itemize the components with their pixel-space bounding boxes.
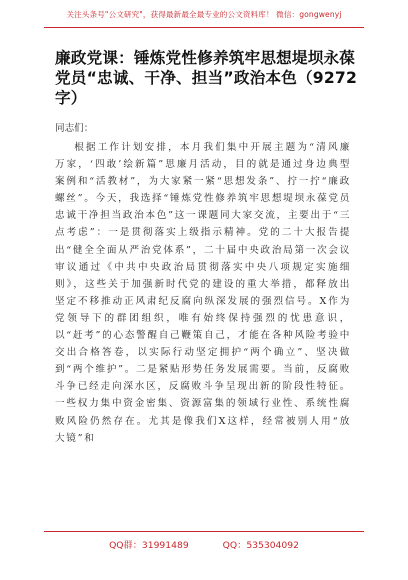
- footer-contacts: [0, 537, 408, 551]
- document-title: 廉政党课：锤炼党性修养筑牢思想堤坝永葆党员“忠诚、干净、担当”政治本色（9272字）: [55, 49, 358, 107]
- header-divider: [44, 27, 364, 28]
- qq-number: QQ：535304092: [222, 540, 299, 551]
- greeting: 同志们：: [55, 123, 94, 134]
- header-banner: 关注头条号"公文研究"，获得最新最全最专业的公文资料库！ 微信：gongwenyj: [66, 10, 342, 19]
- qq-group-number: QQ群：31991489: [109, 540, 189, 551]
- footer-divider: [44, 531, 364, 532]
- body-paragraph: 根据工作计划安排，本月我们集中开展主题为“清风廉万家，‘四敢’绘新篇”思廉月活动，目的就是通过身边典型案例和“活教材”，为大家紧一紧“思想发条”、拧一拧“廉政螺丝”。今天，我选择“锤炼党性修养筑牢思想堤坝永葆党员忠诚干净担当政治本色”这一课题同大家交流，主要出于“三点考虑”：一是贯彻落实上级指示精神。党的二十大报告提出“健全全面从严治党体系”，二十届中央政治局第一次会议审议通过《中共中央政治局贯彻落实中央八项规定实施细则》，这些关于加强新时代党的建设的重大举措，都释放出坚定不移推动正风肃纪反腐向纵深发展的强烈信号。X作为党领导下的群团组织，唯有始终保持强烈的忧患意识，以“赶考”的心态警醒自己鞭策自己，才能在各种风险考验中交出合格答卷，以实际行动坚定拥护“两个确立”、坚决做到“两个维护”。二是紧贴形势任务发展需要。当前，反腐败斗争已经走向深水区，反腐败斗争呈现出新的阶段性特征。一些权力集中资金密集、资源富集的领域行业性、系统性腐败风险仍然存在。尤其是像我们X这样，经常被别人用“放大镜”和: [55, 142, 351, 444]
